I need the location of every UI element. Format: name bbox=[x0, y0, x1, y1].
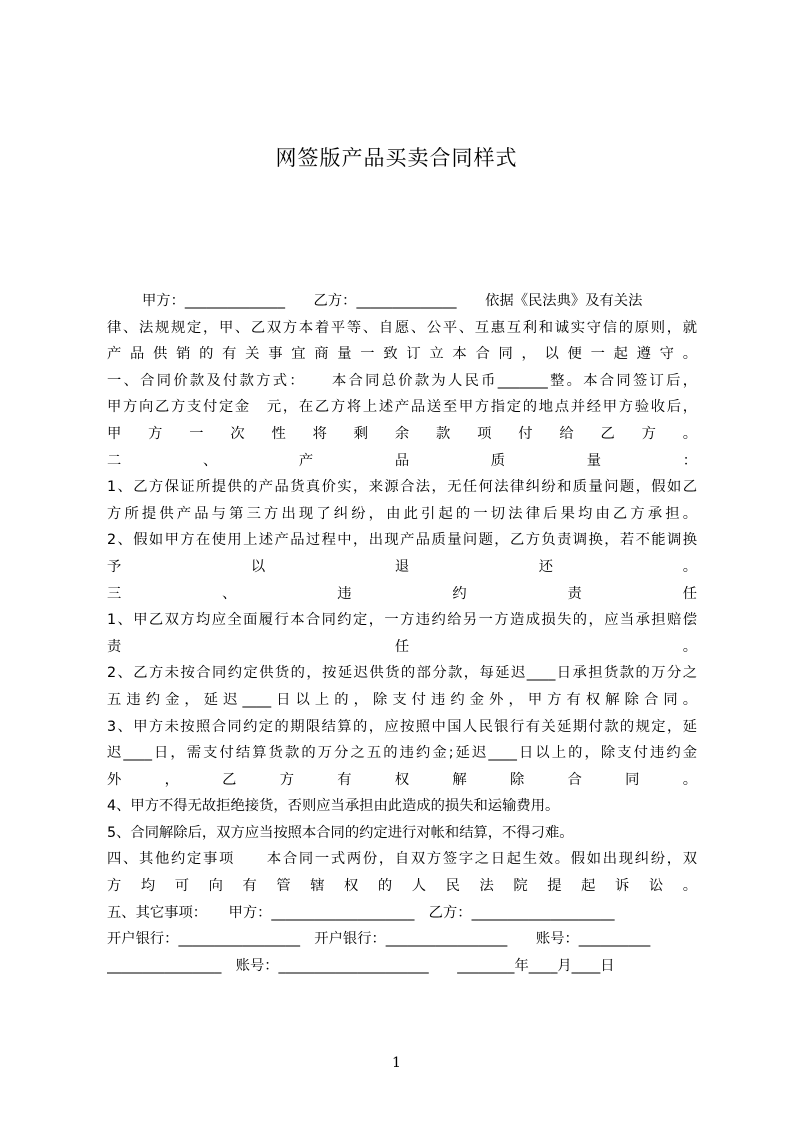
text-line: 予以退还。 bbox=[107, 558, 697, 575]
text-line: 1、乙方保证所提供的产品货真价实，来源合法，无任何法律纠纷和质量问题，假如乙 bbox=[107, 479, 697, 496]
page-number: 1 bbox=[392, 1055, 401, 1071]
text-line: 产品供销的有关事宜商量一致订立本合同，以便一起遵守。 bbox=[107, 346, 697, 363]
section-heading: 二、产品质量： bbox=[107, 452, 697, 469]
text-line: 4、甲方不得无故拒绝接货，否则应当承担由此造成的损失和运输费用。 bbox=[107, 798, 560, 815]
text-line: 甲方向乙方支付定金 元，在乙方将上述产品送至甲方指定的地点并经甲方验收后， bbox=[107, 399, 697, 416]
text-line: 责任。 bbox=[107, 638, 697, 655]
text-line: 方均可向有管辖权的人民法院提起诉讼。 bbox=[107, 878, 697, 895]
bank-line: 开户银行：_________________ 开户银行：_________________ 账号：__________ bbox=[107, 931, 651, 948]
text-line: 五违约金，延迟____日以上的，除支付违约金外，甲方有权解除合同。 bbox=[107, 691, 697, 708]
text-line: 2、乙方未按合同约定供货的，按延迟供货的部分款，每延迟____日承担货款的万分之 bbox=[107, 665, 697, 682]
section-heading: 三、违约责任 bbox=[107, 585, 697, 602]
contract-body bbox=[107, 288, 697, 979]
document-title: 网签版产品买卖合同样式 bbox=[275, 146, 518, 170]
text-line: 1、甲乙双方均应全面履行本合同约定，一方违约给另一方造成损失的，应当承担赔偿 bbox=[107, 612, 697, 629]
text-line: 3、甲方未按照合同约定的期限结算的，应按照中国人民银行有关延期付款的规定，延 bbox=[107, 718, 697, 735]
text-line: 外，乙方有权解除合同。 bbox=[107, 771, 697, 788]
text-line: 甲方：______________ 乙方：______________ 依据《民法典》及有关法 bbox=[142, 293, 643, 309]
text-line: 方所提供产品与第三方出现了纠纷，由此引起的一切法律后果均由乙方承担。 bbox=[107, 505, 697, 522]
text-line: 律、法规规定，甲、乙双方本着平等、自愿、公平、互惠互利和诚实守信的原则，就 bbox=[107, 319, 697, 336]
text-line: 甲方一次性将剩余款项付给乙方。 bbox=[107, 425, 697, 442]
text-line: 2、假如甲方在使用上述产品过程中，出现产品质量问题，乙方负责调换，若不能调换 bbox=[107, 532, 697, 549]
text-line: 一、合同价款及付款方式： 本合同总价款为人民币_______整。本合同签订后， bbox=[107, 372, 697, 389]
account-date-line: ________________ 账号：_____________________ ________年____月____日 bbox=[107, 957, 615, 974]
text-line: 四、其他约定事项 本合同一式两份，自双方签字之日起生效。假如出现纠纷，双 bbox=[107, 851, 697, 868]
text-line: 5、合同解除后，双方应当按照本合同的约定进行对帐和结算，不得刁难。 bbox=[107, 824, 574, 841]
text-line: 迟____日，需支付结算货款的万分之五的违约金;延迟____日以上的，除支付违约金 bbox=[107, 745, 697, 762]
signature-line: 五、其它事项： 甲方：____________________ 乙方：____________________ bbox=[107, 904, 615, 921]
